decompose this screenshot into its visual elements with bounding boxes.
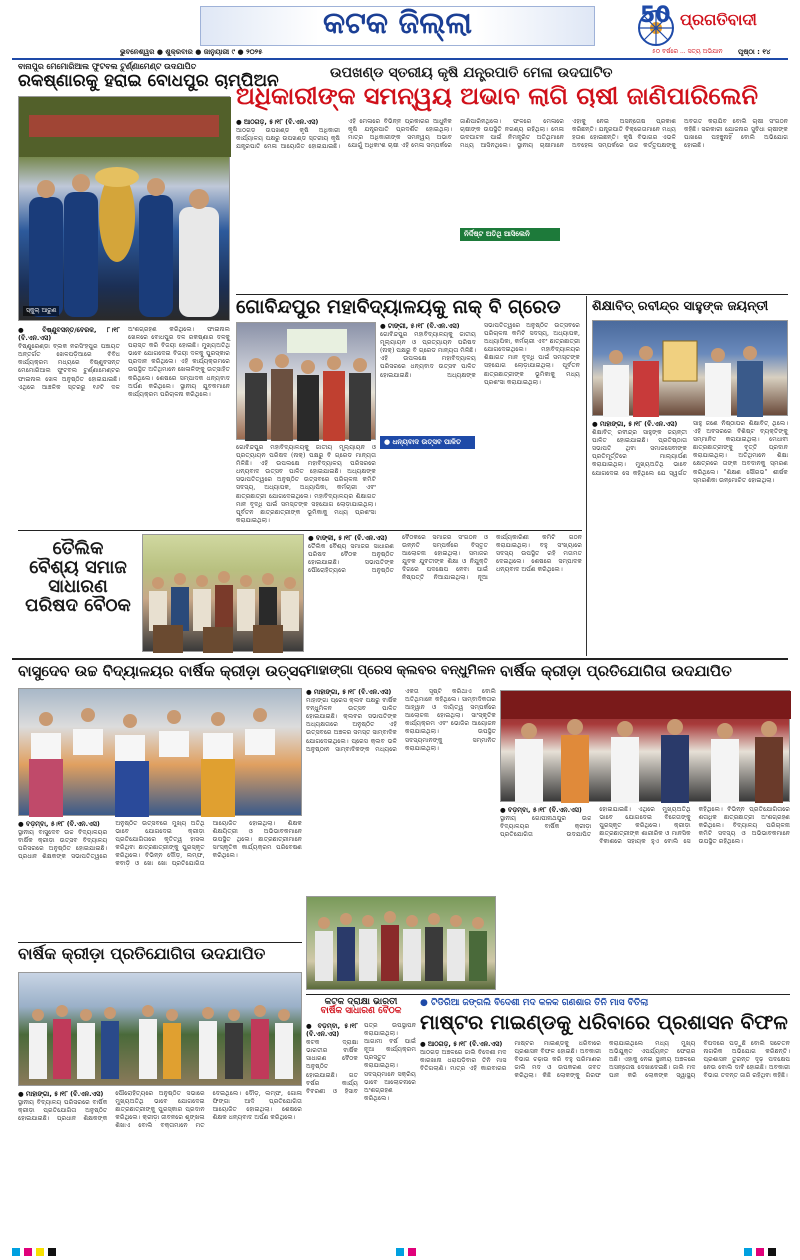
- divider-1: [236, 294, 788, 295]
- registration-mark-black: [48, 1248, 56, 1256]
- football-body: [18, 326, 230, 474]
- registration-mark-cyan-2: [396, 1248, 404, 1256]
- anniversary-body-text: ଶିକ୍ଷାବିତ୍ ରବୀନ୍ଦ୍ର ସାହୁଙ୍କ ଜୟନ୍ତୀ ପାଳିତ ହୋଇଯାଇଛି। ପ୍ରତିଷ୍ଠାତା ସଭାପତି ଥିବା ସମାଜସେବୀଙ୍କ ପ୍ରତିମୂର୍ତ୍ତିରେ ମାଲ୍ୟାର୍ପଣ କରାଯାଇଥିଲା। ମୁଖ୍ୟଅତିଥି ଭାବେ ଯୋଗଦେଇ ସେ କହିଥିଲେ ଯେ ସ୍ୱର୍ଗତ ସାହୁ ଜଣେ ନିଷ୍ଠାପର ଶିକ୍ଷାବିତ୍ ଥିଲେ। ଏହି ଅବସରରେ ବିଶିଷ୍ଟ ବ୍ୟକ୍ତିଙ୍କୁ ସମ୍ମାନିତ କରାଯାଇଥିଲା। ମେଧାବୀ ଛାତ୍ରଛାତ୍ରୀଙ୍କୁ ବୃତ୍ତି ପ୍ରଦାନ କରାଯାଇଥିଲା। ଅତିଥିମାନେ ଶିକ୍ଷା କ୍ଷେତ୍ରରେ ତାଙ୍କ ଅବଦାନକୁ ସ୍ମରଣ କରିଥିଲେ। "ଶିକ୍ଷଣ ସୌରଭ" ଶୀର୍ଷକ ସ୍ମରଣିକା ଉନ୍ମୋଚିତ ହୋଇଥିଲା।: [592, 420, 788, 484]
- liquor-headline: ମାଷ୍ଟର ମାଇଣ୍ଡକୁ ଧରିବାରେ ପ୍ରଶାସନ ବିଫଳ: [420, 1010, 788, 1034]
- press-club-photo: [306, 896, 496, 990]
- football-dateline: ● ବିଷ୍ଣୁବସନ୍ତ/ବେରକ, ୮।୧୮ (ବି.ଏନ.ଏସ): [18, 326, 120, 343]
- masthead: [0, 0, 800, 62]
- sports-meet-headline: ବାର୍ଷିକ କ୍ରୀଡ଼ା ପ୍ରତିଯୋଗିତା ଉଦଯାପିତ: [500, 662, 732, 680]
- naac-body-lower: [236, 444, 376, 528]
- anniversary-headline: ଶିକ୍ଷାବିତ୍ ରବୀନ୍ଦ୍ର ସାହୁଙ୍କ ଜୟନ୍ତୀ: [592, 299, 769, 314]
- agri-body: [236, 118, 788, 292]
- page-number: ପୃଷ୍ଠା : ୧୪: [738, 48, 771, 56]
- registration-mark-magenta: [24, 1248, 32, 1256]
- press-club-body-text: ମାହାଙ୍ଗା ପ୍ରେସ କ୍ଲବ ପକ୍ଷରୁ ବାର୍ଷିକ ବନ୍ଧୁମିଳନ ଉତ୍ସବ ପାଳିତ ହୋଇଯାଇଛି। କ୍ଲବର ସଭାପତିଙ୍କ ଅଧ୍ୟକ୍ଷତାରେ ଅନୁଷ୍ଠିତ ଏହି ଉତ୍ସବରେ ଅଞ୍ଚଳର ସମସ୍ତ ସାମ୍ବାଦିକ ଯୋଗଦେଇଥିଲେ। ପ୍ରେସ କ୍ଲବ ଭଳି ଅନୁଷ୍ଠାନ ସାମ୍ବାଦିକଙ୍କ ମଧ୍ୟରେ ଏକତା ସୃଷ୍ଟି କରିଥାଏ ବୋଲି ଅତିଥିମାନେ କହିଥିଲେ। ସାମ୍ବାଦିକତାର ଆହ୍ୱାନ ଓ ଦାୟିତ୍ୱ ସମ୍ପର୍କରେ ଆଲୋଚନା ହୋଇଥିଲା। ସାଂସ୍କୃତିକ କାର୍ଯ୍ୟକ୍ରମ ଏବଂ ଭୋଜିର ଆୟୋଜନ କରାଯାଇଥିଲା। ଉପସ୍ଥିତ ସଦସ୍ୟମାନଙ୍କୁ ସମ୍ମାନିତ କରାଯାଇଥିଲା।: [306, 688, 496, 753]
- vaishya-body: [308, 534, 582, 654]
- vaishya-headline-line-1: ତୈଲିକ: [52, 538, 104, 559]
- naac-photo: [236, 322, 376, 440]
- liquor-body-text: ଆଠଗଡ଼ ଅଞ୍ଚଳରେ ଜାଲି ବିଦେଶୀ ମଦ କାରଖାନା ଧରାପଡ଼ିବାର ତିନି ମାସ ବିତିଗଲାଣି। ମାତ୍ର ଏହି କାରବାରର ମାଷ୍ଟର ମାଇଣ୍ଡକୁ ଧରିବାରେ ପ୍ରଶାସନ ବିଫଳ ହୋଇଛି। ଅବକାରୀ ବିଭାଗ ଚଢ଼ାଉ କରି ବହୁ ପରିମାଣର ଜାଲି ମଦ ଓ ଉପକରଣ ଜବତ କରିଥିଲା। କିଛି ଲୋକଙ୍କୁ ଗିରଫ କରାଯାଇଥିଲେ ମଧ୍ୟ ମୁଖ୍ୟ ଅଭିଯୁକ୍ତ ଏପର୍ଯ୍ୟନ୍ତ ଫେରାର ଅଛି। ଏହାକୁ ନେଇ ସ୍ଥାନୀୟ ଅଞ୍ଚଳରେ ଅସନ୍ତୋଷ ଦେଖାଦେଇଛି। ଜାଲି ମଦ ପାନ କରି ଲୋକଙ୍କ ସ୍ୱାସ୍ଥ୍ୟ ବିପଦରେ ପଡ଼ୁଛି ବୋଲି ସଚେତନ ନାଗରିକ ଅଭିଯୋଗ କରିଛନ୍ତି। ପ୍ରଶାସନ ତୁରନ୍ତ ଦୃଢ଼ ପଦକ୍ଷେପ ନେଉ ବୋଲି ଦାବି ହୋଇଛି। ଅବକାରୀ ବିଭାଗ ତଦନ୍ତ ଜାରି ରହିଥିବା କହିଛି।: [420, 1040, 790, 1080]
- naac-body-text: ଗୋବିନ୍ଦପୁର ମହାବିଦ୍ୟାଳୟକୁ ଜାତୀୟ ମୂଲ୍ୟାୟନ ଓ ପ୍ରତ୍ୟାୟନ ପରିଷଦ (ନାକ୍) ପକ୍ଷରୁ ବି ଗ୍ରେଡ ମାନ୍ୟତା ମିଳିଛି। ଏହି ଉପଲକ୍ଷେ ମହାବିଦ୍ୟାଳୟ ପରିସରରେ ଧନ୍ୟବାଦ ଉତ୍ସବ ପାଳିତ ହୋଇଯାଇଛି। ଅଧ୍ୟକ୍ଷଙ୍କ ସଭାପତିତ୍ୱରେ ଅନୁଷ୍ଠିତ ଉତ୍ସବରେ ପରିଚାଳନା କମିଟି ସଦସ୍ୟ, ଅଧ୍ୟାପକ, ଅଧ୍ୟାପିକା, କର୍ମଚାରୀ ଏବଂ ଛାତ୍ରଛାତ୍ରୀ ଯୋଗଦେଇଥିଲେ। ମହାବିଦ୍ୟାଳୟର ଶିକ୍ଷାଗତ ମାନ ବୃଦ୍ଧି ପାଇଁ ସମସ୍ତଙ୍କ ସହଯୋଗ ଲୋଡ଼ାଯାଇଥିଲା। ପୂର୍ବତନ ଛାତ୍ରଛାତ୍ରୀଙ୍କ ଭୂମିକାକୁ ମଧ୍ୟ ପ୍ରଶଂସା କରାଯାଇଥିଲା।: [380, 322, 580, 386]
- kataka-headline-line-1: କଟକ ଦ୍ରାକ୍ଷା ଭାରତୀ: [324, 997, 398, 1007]
- agri-subhead: ନିର୍ଦ୍ଦିଷ୍ଟ ଅତିଥି ଆସିଲେନି: [460, 228, 560, 241]
- sports-meet-2-photo: [18, 972, 302, 1086]
- registration-mark-black-3: [768, 1248, 776, 1256]
- basudev-photo: [18, 688, 302, 816]
- sports-meet-dateline: ● ବଡ଼ମ୍ବା, ୫।୧୮ (ବି.ଏନ.ଏସ): [500, 806, 582, 814]
- brand-name: ପ୍ରଗତିବାଦୀ: [680, 10, 757, 29]
- anniversary-dateline: ● ମାହାଙ୍ଗା, ୫।୧୮ (ବି.ଏନ.ଏସ): [592, 420, 678, 428]
- registration-mark-magenta-2: [408, 1248, 416, 1256]
- anniversary-photo: [592, 320, 788, 416]
- football-body-text: ବିଷ୍ଣୁରେଣ୍ଡା ବ୍ଲକ ନରସିଂହପୁର ପଞ୍ଚାୟତ ଅନ୍ତର୍ଗତ ଖେଳପଡ଼ିଆରେ ବିବିଧ କାର୍ଯ୍ୟକ୍ରମ ମଧ୍ୟରେ ବିଷ୍ଣୁବସନ୍ତ ମେମୋରିଆଲ ଫୁଟବଲ ଟୁର୍ଣ୍ଣାମେଣ୍ଟର ଫାଇନାଲ ଖେଳ ଅନୁଷ୍ଠିତ ହୋଇଯାଇଛି। ଏଥିରେ ଆଞ୍ଚଳିକ ସ୍ତରରୁ ୧୬ଟି ଦଳ ଅଂଶଗ୍ରହଣ କରିଥିଲେ। ଫାଇନାଲ ଖେଳରେ ବୋଧପୁର ଦଳ ରକଷ୍ଣାର ଦଳକୁ ପରାସ୍ତ କରି ବିଜୟୀ ହୋଇଛି। ମୁଖ୍ୟଅତିଥି ଭାବେ ଯୋଗଦେଇ ବିଜୟୀ ଦଳକୁ ପୁରସ୍କାର ପ୍ରଦାନ କରିଥିଲେ। ଏହି କାର୍ଯ୍ୟକ୍ରମରେ ଉପସ୍ଥିତ ଅତିଥିମାନେ ଖେଳାଳିଙ୍କୁ ଉତ୍ସାହିତ କରିଥିଲେ। ଶେଷରେ ସମ୍ପାଦକ ଧନ୍ୟବାଦ ଅର୍ପଣ କରିଥିଲେ। ସ୍ଥାନୀୟ ଯୁବକମାନେ କାର୍ଯ୍ୟକ୍ରମ ପରିଚାଳନା କରିଥିଲେ।: [18, 326, 230, 398]
- basudev-dateline: ● ବଡ଼ମ୍ବା, ୫।୧୮ (ବି.ଏନ.ଏସ): [18, 820, 100, 828]
- basudev-body-text: ସ୍ଥାନୀୟ ବାସୁଦେବ ଉଚ୍ଚ ବିଦ୍ୟାଳୟର ବାର୍ଷିକ କ୍ରୀଡ଼ା ଉତ୍ସବ ବିଦ୍ୟାଳୟ ପରିସରରେ ଅନୁଷ୍ଠିତ ହୋଇଯାଇଛି। ପ୍ରଧାନ ଶିକ୍ଷକଙ୍କ ସଭାପତିତ୍ୱରେ ଅନୁଷ୍ଠିତ ଉତ୍ସବରେ ମୁଖ୍ୟ ଅତିଥି ଭାବେ ଯୋଗଦେଇ କ୍ରୀଡ଼ା ପ୍ରତିଯୋଗିତାରେ କୃତିତ୍ୱ ହାସଲ କରିଥିବା ଛାତ୍ରଛାତ୍ରୀଙ୍କୁ ପୁରସ୍କୃତ କରିଥିଲେ। ବିଭିନ୍ନ ଦୌଡ଼, ଲମ୍ଫ, କବାଡ଼ି ଓ ଖୋ ଖୋ ପ୍ରତିଯୋଗିତା ଆୟୋଜିତ ହୋଇଥିଲା। ଶିକ୍ଷକ ଶିକ୍ଷୟିତ୍ରୀ ଓ ଅଭିଭାବକମାନେ ଉପସ୍ଥିତ ଥିଲେ। ଛାତ୍ରଛାତ୍ରୀମାନେ ସାଂସ୍କୃତିକ କାର୍ଯ୍ୟକ୍ରମ ପରିବେଷଣ କରିଥିଲେ।: [18, 820, 302, 868]
- naac-headline: ଗୋବିନ୍ଦପୁର ମହାବିଦ୍ୟାଳୟକୁ ନାକ୍ ବି ଗ୍ରେଡ: [236, 296, 561, 318]
- vaishya-headline-line-2: ବୈଶ୍ୟ ସମାଜ: [29, 556, 127, 578]
- registration-mark-cyan-3: [744, 1248, 752, 1256]
- press-club-body: [306, 688, 496, 892]
- divider-5: [306, 994, 790, 995]
- press-club-dateline: ● ମାହାଙ୍ଗା, ୫।୧୮ (ବି.ଏନ.ଏସ): [306, 688, 392, 696]
- football-kicker: ବାନାପୁର ମେମୋରିଆଲ ଫୁଟବଲ ଟୁର୍ଣ୍ଣାମେଣ୍ଟ ଉଦଯାପିତ: [18, 62, 197, 71]
- press-club-headline: ମାହାଙ୍ଗା ପ୍ରେସ କ୍ଲବର ବନ୍ଧୁମିଳନ: [306, 663, 496, 678]
- sports-meet-2-headline: ବାର୍ଷିକ କ୍ରୀଡ଼ା ପ୍ରତିଯୋଗିତା ଉଦଯାପିତ: [18, 944, 266, 963]
- basudev-headline: ବାସୁଦେବ ଉଚ୍ଚ ବିଦ୍ୟାଳୟର ବାର୍ଷିକ କ୍ରୀଡ଼ା ଉତ୍ସବ: [18, 662, 309, 680]
- divider-4: [18, 942, 302, 943]
- liquor-body: [420, 1040, 790, 1242]
- registration-mark-cyan: [12, 1248, 20, 1256]
- liquor-kicker: ● ଟିଡିରିଆ ଜଙ୍ଗଲି ବିଦେଶୀ ମଦ କଳକ ଗଣଶାର ତିନି ମାସ ବିତିଲା: [420, 998, 649, 1008]
- registration-mark-magenta-3: [756, 1248, 764, 1256]
- vaishya-headline-line-4: ପରିଷଦ ବୈଠକ: [25, 594, 131, 616]
- agri-body-text: ଆଠଗଡ଼ ଉପଖଣ୍ଡ କୃଷି ଅଧିକାରୀ କାର୍ଯ୍ୟାଳୟ ପକ୍ଷରୁ ଉପଖଣ୍ଡ ସ୍ତରୀୟ କୃଷି ଯନ୍ତ୍ରପାତି ମେଳା ଆୟୋଜିତ ହୋଇଯାଇଛି। ଏହି ମେଳାରେ ବିଭିନ୍ନ ପ୍ରକାରର ଆଧୁନିକ କୃଷି ଯନ୍ତ୍ରପାତି ପ୍ରଦର୍ଶିତ ହୋଇଥିଲା। ମାତ୍ର ଅଧିକାରୀଙ୍କ ସମନ୍ୱୟ ଅଭାବ ଯୋଗୁଁ ଅଧିକାଂଶ ଚାଷୀ ଏହି ମେଳା ସମ୍ପର୍କରେ ଜାଣିପାରିନଥିଲେ। ଫଳରେ ମେଳାରେ ଚାଷୀଙ୍କ ଉପସ୍ଥିତି ନଗଣ୍ୟ ରହିଥିଲା। ମେଳା ଉଦଘାଟନ ପାଇଁ ନିମନ୍ତ୍ରିତ ଅତିଥିମାନେ ମଧ୍ୟ ଆସିନଥିଲେ। ସ୍ଥାନୀୟ ଚାଷୀମାନେ ଏହାକୁ ନେଇ ଅସନ୍ତୋଷ ପ୍ରକାଶ କରିଛନ୍ତି। ଯନ୍ତ୍ରପାତି ବିକ୍ରେତାମାନେ ମଧ୍ୟ ହତାଶ ହୋଇଛନ୍ତି। କୃଷି ବିଭାଗର ଏଭଳି ଅବହେଳା ସମ୍ପର୍କରେ ଉଚ୍ଚ କର୍ତ୍ତୃପକ୍ଷଙ୍କୁ ଅବଗତ କରାଯିବ ବୋଲି ଚାଷୀ ସଂଗଠନ କହିଛି। ସରକାରୀ ଯୋଜନାର ସୁବିଧା ଚାଷୀଙ୍କ ପାଖରେ ପହଞ୍ଚୁନାହିଁ ବୋଲି ଅଭିଯୋଗ ହୋଇଛି।: [236, 118, 788, 151]
- sports-meet-body-text: ସ୍ଥାନୀୟ ଗୋପୀନାଥପୁର ଉଚ୍ଚ ବିଦ୍ୟାଳୟର ବାର୍ଷିକ କ୍ରୀଡ଼ା ପ୍ରତିଯୋଗିତା ଉଦଯାପିତ ହୋଇଯାଇଛି। ଏଥିରେ ମୁଖ୍ୟଅତିଥି ଭାବେ ଯୋଗଦେଇ ବିଜେତାଙ୍କୁ ପୁରସ୍କୃତ କରିଥିଲେ। କ୍ରୀଡ଼ା ଛାତ୍ରଛାତ୍ରୀଙ୍କ ଶାରୀରିକ ଓ ମାନସିକ ବିକାଶରେ ସହାୟକ ହୁଏ ବୋଲି ସେ କହିଥିଲେ। ବିଭିନ୍ନ ପ୍ରତିଯୋଗିତାରେ ଶତାଧିକ ଛାତ୍ରଛାତ୍ରୀ ଅଂଶଗ୍ରହଣ କରିଥିଲେ। ବିଦ୍ୟାଳୟ ପରିଚାଳନା କମିଟି ସଦସ୍ୟ ଓ ଅଭିଭାବକମାନେ ଉପସ୍ଥିତ ରହିଥିଲେ।: [500, 806, 790, 846]
- divider-3: [12, 658, 788, 660]
- divider-2: [18, 530, 582, 531]
- kataka-body: [306, 1022, 416, 1242]
- kataka-headline-block: [306, 998, 416, 1017]
- naac-body-lower-text: ଗୋବିନ୍ଦପୁର ମହାବିଦ୍ୟାଳୟକୁ ଜାତୀୟ ମୂଲ୍ୟାୟନ ଓ ପ୍ରତ୍ୟାୟନ ପରିଷଦ (ନାକ୍) ପକ୍ଷରୁ ବି ଗ୍ରେଡ ମାନ୍ୟତା ମିଳିଛି। ଏହି ଉପଲକ୍ଷେ ମହାବିଦ୍ୟାଳୟ ପରିସରରେ ଧନ୍ୟବାଦ ଉତ୍ସବ ପାଳିତ ହୋଇଯାଇଛି। ଅଧ୍ୟକ୍ଷଙ୍କ ସଭାପତିତ୍ୱରେ ଅନୁଷ୍ଠିତ ଉତ୍ସବରେ ପରିଚାଳନା କମିଟି ସଦସ୍ୟ, ଅଧ୍ୟାପକ, ଅଧ୍ୟାପିକା, କର୍ମଚାରୀ ଏବଂ ଛାତ୍ରଛାତ୍ରୀ ଯୋଗଦେଇଥିଲେ। ମହାବିଦ୍ୟାଳୟର ଶିକ୍ଷାଗତ ମାନ ବୃଦ୍ଧି ପାଇଁ ସମସ୍ତଙ୍କ ସହଯୋଗ ଲୋଡ଼ାଯାଇଥିଲା। ପୂର୍ବତନ ଛାତ୍ରଛାତ୍ରୀଙ୍କ ଭୂମିକାକୁ ମଧ୍ୟ ପ୍ରଶଂସା କରାଯାଇଥିଲା।: [236, 444, 376, 524]
- sports-meet-body: [500, 806, 790, 992]
- section-title: କଟକ ଜିଲ୍ଲା: [322, 6, 473, 41]
- football-photo: [18, 96, 230, 321]
- liquor-dateline: ● ଆଠଗଡ଼, ୫।୧୮ (ବି.ଏନ.ଏସ): [420, 1040, 503, 1048]
- kataka-body-text: କଟକ ଦ୍ରାକ୍ଷା ଭାରତୀର ବାର୍ଷିକ ସାଧାରଣ ବୈଠକ ଅନୁଷ୍ଠିତ ହୋଇଯାଇଛି। ଗତ ବର୍ଷର କାର୍ଯ୍ୟ ବିବରଣୀ ଓ ହିସାବ ପତ୍ର ଉପସ୍ଥାପନ କରାଯାଇଥିଲା। ଆଗାମୀ ବର୍ଷ ପାଇଁ ନୂଆ କାର୍ଯ୍ୟକ୍ରମ ପ୍ରସ୍ତୁତ କରାଯାଇଥିଲା। ସଦସ୍ୟମାନେ ସକ୍ରିୟ ଭାବେ ଆଲୋଚନାରେ ଅଂଶଗ୍ରହଣ କରିଥିଲେ।: [306, 1022, 416, 1102]
- kataka-headline-line-2: ବାର୍ଷିକ ସାଧାରଣ ବୈଠକ: [320, 1006, 402, 1017]
- masthead-rule: [12, 58, 788, 60]
- sports-meet-2-body: [18, 1090, 302, 1242]
- football-photo-caption: ସ୍କୁଲ୍ ଆରୁଣ: [23, 306, 59, 316]
- registration-mark-yellow: [36, 1248, 44, 1256]
- agri-dateline: ● ଆଠଗଡ଼, ୫।୧୮ (ବି.ଏନ.ଏସ): [236, 118, 319, 126]
- naac-subhead: ● ଧନ୍ୟବାଦ ଉତ୍ସବ ପାଳିତ: [380, 436, 475, 449]
- anniversary-body: [592, 420, 788, 652]
- vaishya-dateline: ● ବାଙ୍କୀ, ୫।୧୮ (ବି.ଏନ.ଏସ): [308, 534, 388, 542]
- naac-dateline: ● ଟାଙ୍ଗୀ, ୫।୧୮ (ବି.ଏନ.ଏସ): [380, 322, 460, 330]
- sports-meet-2-body-text: ସ୍ଥାନୀୟ ବିଦ୍ୟାଳୟ ପରିସରରେ ବାର୍ଷିକ କ୍ରୀଡ଼ା ପ୍ରତିଯୋଗିତା ଅନୁଷ୍ଠିତ ହୋଇଯାଇଛି। ପ୍ରଧାନ ଶିକ୍ଷକଙ୍କ ପୌରୋହିତ୍ୟରେ ଅନୁଷ୍ଠିତ ସଭାରେ ମୁଖ୍ୟଅତିଥି ଭାବେ ଯୋଗଦେଇ ଛାତ୍ରଛାତ୍ରୀଙ୍କୁ ପୁରସ୍କାର ପ୍ରଦାନ କରିଥିଲେ। କ୍ରୀଡ଼ା ଜୀବନରେ ଶୃଙ୍ଖଳା ଶିଖାଏ ବୋଲି ବକ୍ତାମାନେ ମତ ଦେଇଥିଲେ। ଦୌଡ଼, ଲମ୍ଫ, ଗୋଳା ଫିଙ୍ଗା ଆଦି ପ୍ରତିଯୋଗିତା ଆୟୋଜିତ ହୋଇଥିଲା। ଶେଷରେ ଶିକ୍ଷକ ଧନ୍ୟବାଦ ଅର୍ପଣ କରିଥିଲେ।: [18, 1090, 302, 1130]
- date-line: ଭୁବନେଶ୍ୱର ● ଶୁକ୍ରବାର ● ଜାନୁୟାରୀ ୯ ● ୨୦୨୫: [120, 48, 263, 56]
- basudev-body: [18, 820, 302, 940]
- brand-tagline: ୫୦ ବର୍ଷରେ ... ସତ୍ୟ ଅଭିଯାନ: [652, 48, 723, 55]
- agri-headline: ଅଧିକାରୀଙ୍କ ସମନ୍ୱୟ ଅଭାବ ଲାଗି ଚାଷୀ ଜାଣିପାରିଲେନି: [236, 82, 758, 110]
- sports-meet-2-dateline: ● ମାହାଙ୍ଗା, ୫।୧୮ (ବି.ଏନ.ଏସ): [18, 1090, 104, 1098]
- agri-kicker: ଉପଖଣ୍ଡ ସ୍ତରୀୟ କୃଷି ଯନ୍ତ୍ରପାତି ମେଳା ଉଦଘାଟିତ: [330, 65, 613, 81]
- kataka-dateline: ● ବଡ଼ମ୍ବା, ୫।୧୮ (ବି.ଏନ.ଏସ): [306, 1022, 358, 1039]
- anniversary-number: 50: [640, 3, 671, 28]
- vaishya-headline-line-3: ସାଧାରଣ: [48, 575, 108, 597]
- vaishya-body-text: ତୈଲିକ ବୈଶ୍ୟ ସମାଜର ସାଧାରଣ ପରିଷଦ ବୈଠକ ଅନୁଷ୍ଠିତ ହୋଇଯାଇଛି। ସଭାପତିଙ୍କ ପୌରୋହିତ୍ୟରେ ଅନୁଷ୍ଠିତ ବୈଠକରେ ସମାଜର ସଂଗଠନ ଓ ଉନ୍ନତି ସମ୍ପର୍କରେ ବିସ୍ତୃତ ଆଲୋଚନା ହୋଇଥିଲା। ସମାଜର ଯୁବକ ଯୁବତୀଙ୍କ ଶିକ୍ଷା ଓ ନିଯୁକ୍ତି ଦିଗରେ ପଦକ୍ଷେପ ନେବା ପାଇଁ ନିଷ୍ପତ୍ତି ନିଆଯାଇଥିଲା। ନୂଆ କାର୍ଯ୍ୟକାରିଣୀ କମିଟି ଗଠନ କରାଯାଇଥିଲା। ବହୁ ସଂଖ୍ୟାରେ ସଦସ୍ୟ ଉପସ୍ଥିତ ରହି ମତାମତ ଦେଇଥିଲେ। ଶେଷରେ ସମ୍ପାଦକ ଧନ୍ୟବାଦ ଅର୍ପଣ କରିଥିଲେ।: [308, 534, 582, 582]
- football-headline: ରକଷ୍ଣାରକୁ ହରାଇ ବୋଧପୁର ଚାମ୍ପିଅନ: [18, 71, 279, 91]
- vaishya-headline-block: [18, 534, 138, 654]
- sports-meet-photo: [500, 690, 790, 802]
- naac-body: [380, 322, 580, 527]
- vaishya-photo: [142, 534, 304, 652]
